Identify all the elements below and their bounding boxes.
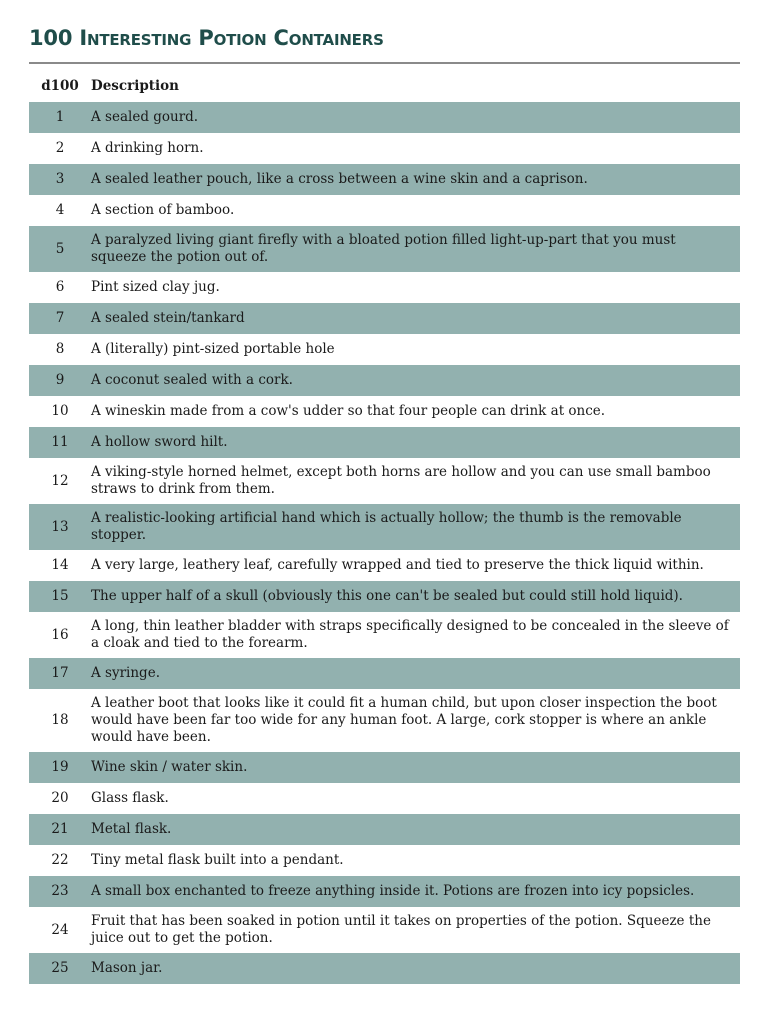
roll-number: 11 bbox=[51, 434, 69, 450]
container-description: A syringe. bbox=[91, 665, 160, 681]
table-row bbox=[29, 658, 740, 689]
container-description: Metal flask. bbox=[91, 821, 172, 837]
roll-number: 13 bbox=[51, 518, 69, 535]
table-row bbox=[29, 396, 740, 427]
table-row bbox=[29, 164, 740, 195]
roll-number: 23 bbox=[51, 883, 69, 899]
container-description: A drinking horn. bbox=[91, 140, 204, 156]
container-description: Glass flask. bbox=[91, 790, 169, 806]
container-description: A very large, leathery leaf, carefully wrapped and tied to preserve the thick liquid within. bbox=[91, 557, 704, 573]
container-description: A sealed stein/tankard bbox=[91, 310, 245, 326]
table-row bbox=[29, 458, 740, 504]
table-row bbox=[29, 427, 740, 458]
container-description: A sealed gourd. bbox=[91, 109, 199, 125]
roll-number: 14 bbox=[51, 557, 69, 573]
table-row bbox=[29, 953, 740, 984]
roll-number: 9 bbox=[55, 372, 65, 388]
potion-container-table bbox=[29, 70, 740, 984]
roll-number: 3 bbox=[55, 171, 65, 187]
table-header-row bbox=[29, 70, 740, 102]
roll-number: 24 bbox=[51, 921, 69, 938]
page-title: 100 Interesting Potion Containers bbox=[29, 26, 384, 50]
table-row bbox=[29, 272, 740, 303]
table-row bbox=[29, 334, 740, 365]
table-row bbox=[29, 504, 740, 550]
roll-number: 17 bbox=[51, 665, 69, 681]
container-description: A section of bamboo. bbox=[91, 202, 235, 218]
column-header-roll: d100 bbox=[41, 77, 79, 94]
roll-number: 7 bbox=[55, 310, 65, 326]
potion-container-table-wrapper bbox=[29, 70, 740, 984]
table-row bbox=[29, 612, 740, 658]
table-row bbox=[29, 102, 740, 133]
table-row bbox=[29, 814, 740, 845]
container-description: Mason jar. bbox=[91, 960, 163, 976]
table-row bbox=[29, 303, 740, 334]
roll-number: 12 bbox=[51, 472, 69, 489]
container-description: A sealed leather pouch, like a cross between a wine skin and a caprison. bbox=[91, 171, 588, 187]
column-header-description: Description bbox=[91, 77, 179, 94]
table-body bbox=[29, 102, 740, 984]
container-description: Tiny metal flask built into a pendant. bbox=[91, 852, 344, 868]
table-row bbox=[29, 845, 740, 876]
roll-number: 16 bbox=[51, 626, 69, 643]
container-description: A wineskin made from a cow's udder so that four people can drink at once. bbox=[91, 403, 606, 419]
table-row bbox=[29, 581, 740, 612]
title-divider bbox=[29, 62, 740, 64]
roll-number: 8 bbox=[55, 341, 65, 357]
roll-number: 1 bbox=[55, 109, 65, 125]
container-description: A hollow sword hilt. bbox=[91, 434, 228, 450]
container-description: Fruit that has been soaked in potion until it takes on properties of the potion. Squeeze the juice out to get the potion. bbox=[91, 913, 711, 946]
roll-number: 18 bbox=[51, 712, 69, 728]
container-description: A long, thin leather bladder with straps specifically designed to be concealed in the sleeve of a cloak and tied to the forearm. bbox=[91, 618, 729, 651]
container-description: Pint sized clay jug. bbox=[91, 279, 220, 295]
container-description: A viking-style horned helmet, except both horns are hollow and you can use small bamboo straws to drink from them. bbox=[91, 464, 711, 497]
container-description: A leather boot that looks like it could fit a human child, but upon closer inspection the boot would have been far too wide for any human foot. A large, cork stopper is where an ankle would have been. bbox=[91, 695, 717, 745]
table-row bbox=[29, 907, 740, 953]
roll-number: 19 bbox=[51, 759, 69, 775]
table-row bbox=[29, 365, 740, 396]
container-description: A realistic-looking artificial hand which is actually hollow; the thumb is the removable stopper. bbox=[91, 510, 682, 543]
table-row bbox=[29, 550, 740, 581]
roll-number: 2 bbox=[55, 140, 65, 156]
roll-number: 25 bbox=[51, 960, 69, 976]
roll-number: 4 bbox=[55, 202, 65, 218]
table-row bbox=[29, 752, 740, 783]
table-row bbox=[29, 689, 740, 752]
container-description: A (literally) pint-sized portable hole bbox=[91, 341, 335, 357]
table-row bbox=[29, 876, 740, 907]
container-description: A small box enchanted to freeze anything inside it. Potions are frozen into icy popsicles. bbox=[91, 883, 695, 899]
roll-number: 5 bbox=[55, 240, 65, 257]
roll-number: 6 bbox=[55, 279, 65, 295]
table-row bbox=[29, 195, 740, 226]
container-description: The upper half of a skull (obviously this one can't be sealed but could still hold liquid). bbox=[91, 588, 683, 604]
roll-number: 22 bbox=[51, 852, 69, 868]
table-row bbox=[29, 133, 740, 164]
roll-number: 15 bbox=[51, 588, 69, 604]
table-row bbox=[29, 226, 740, 272]
container-description: A coconut sealed with a cork. bbox=[91, 372, 293, 388]
roll-number: 21 bbox=[51, 821, 69, 837]
roll-number: 10 bbox=[51, 403, 69, 419]
roll-number: 20 bbox=[51, 790, 69, 806]
table-row bbox=[29, 783, 740, 814]
container-description: A paralyzed living giant firefly with a bloated potion filled light-up-part that you must squeeze the potion out of. bbox=[91, 232, 676, 265]
container-description: Wine skin / water skin. bbox=[91, 759, 248, 775]
